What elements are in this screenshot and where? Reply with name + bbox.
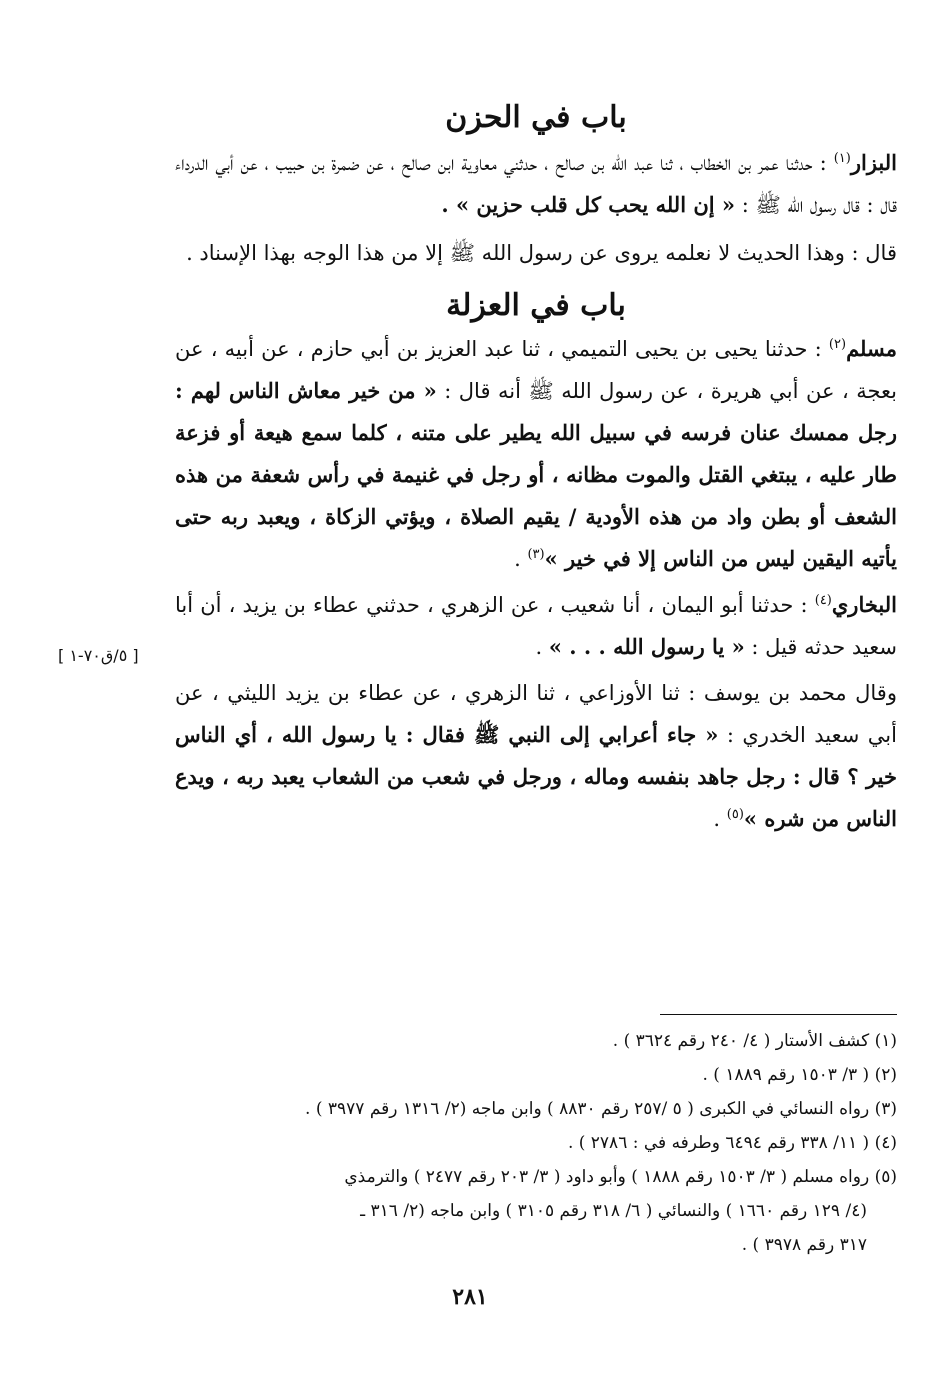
page-number: ٢٨١ [452,1284,488,1310]
paragraph-text: : حدثنا يحيى بن يحيى التميمي ، ثنا عبد العزيز بن أبي حازم ، عن أبيه ، عن بعجة ، عن أبي هريرة ، عن رسول الله ﷺ أنه قال : [175,337,897,403]
paragraph-text: : حدثنا أبو اليمان ، أنا شعيب ، عن الزهري ، حدثني عطاء بن يزيد ، أن أبا سعيد حدثه قيل : [175,593,897,659]
footnote: (٣) رواه النسائي في الكبرى ( ٥ /٢٥٧ رقم ٨٨٣٠ ) وابن ماجه (٢/ ١٣١٦ رقم ٣٩٧٧ ) . [305,1099,897,1119]
footnotes [175,1024,897,1262]
manuscript-folio-note: [ ٥/ق٧٠-١ ] [58,646,139,665]
footnote-ref[interactable]: (٤) [814,593,832,608]
main-text [175,100,897,840]
paragraph-text: وقال محمد بن يوسف : ثنا الأوزاعي ، ثنا الزهري ، عن عطاء بن يزيد الليثي ، عن أبي سعيد الخدري : [175,681,897,747]
section-heading-grief: باب في الحزن [445,100,627,135]
narrator-name: مسلم [846,336,897,361]
paragraph-text: : حدثنا عمر بن الخطاب ، ثنا عبد الله بن صالح ، حدثني معاوية ابن صالح ، عن ضمرة بن حبيب ، عن أبي الدرداء قال : قال رسول الله ﷺ : [175,151,897,217]
narrator-name: البزار [850,150,897,175]
hadith-quote: « من خير معاش الناس لهم : رجل ممسك عنان فرسه في سبيل الله يطير على متنه ، كلما سمع هيعة أو فزعة طار عليه ، يبتغي القتل والموت مظانه ، أو رجل في غنيمة في رأس شعفة من هذه الشعف أو بطن واد من هذه الأودية / يقيم الصلاة ، ويؤتي الزكاة ، ويعبد ربه حتى يأتيه اليقين ليس من الناس إلا في خير » [175,378,897,571]
footnote-ref[interactable]: (٥) [726,807,744,822]
footnote-ref[interactable]: (٣) [527,547,545,562]
footnote-divider [660,1014,897,1015]
hadith-paragraph [175,142,897,226]
paragraph-end: . [514,547,521,571]
footnote-continuation: (٤/ ١٢٩ رقم ١٦٦٠ ) والنسائي ( ٦/ ٣١٨ رقم ٣١٠٥ ) وابن ماجه (٢/ ٣١٦ ـ [360,1201,867,1221]
footnote: (٤) ( ١١/ ٣٣٨ رقم ٦٤٩٤ وطرفه في : ٢٧٨٦ ) . [567,1133,897,1153]
paragraph-end: . [535,635,543,659]
section-heading-seclusion: باب في العزلة [446,288,626,323]
footnote-continuation: ٣١٧ رقم ٣٩٧٨ ) . [741,1235,867,1255]
hadith-quote: « يا رسول الله . . . » [548,634,745,659]
footnote-ref[interactable]: (١) [833,151,851,166]
paragraph-end: . [713,807,721,831]
paragraph-text: قال : وهذا الحديث لا نعلمه يروى عن رسول الله ﷺ إلا من هذا الوجه بهذا الإسناد . [186,241,897,265]
footnote: (٢) ( ٣/ ١٥٠٣ رقم ١٨٨٩ ) . [702,1065,897,1085]
footnote: (٥) رواه مسلم ( ٣/ ١٥٠٣ رقم ١٨٨٨ ) وأبو داود ( ٣/ ٢٠٣ رقم ٢٤٧٧ ) والترمذي [344,1167,897,1187]
hadith-quote: « جاء أعرابي إلى النبي ﷺ فقال : يا رسول الله ، أي الناس خير ؟ قال : رجل جاهد بنفسه وماله ، ورجل في شعب من الشعاب يعبد ربه ، ويدع الناس من شره » [175,722,897,831]
hadith-paragraph [175,584,897,668]
footnote: (١) كشف الأستار ( ٤/ ٢٤٠ رقم ٣٦٢٤ ) . [612,1031,897,1051]
narrator-name: البخاري [831,592,897,617]
commentary-paragraph [175,232,897,274]
hadith-quote: « إن الله يحب كل قلب حزين » . [441,192,736,217]
hadith-paragraph [175,328,897,580]
hadith-paragraph [175,672,897,840]
footnote-ref[interactable]: (٢) [828,337,847,352]
